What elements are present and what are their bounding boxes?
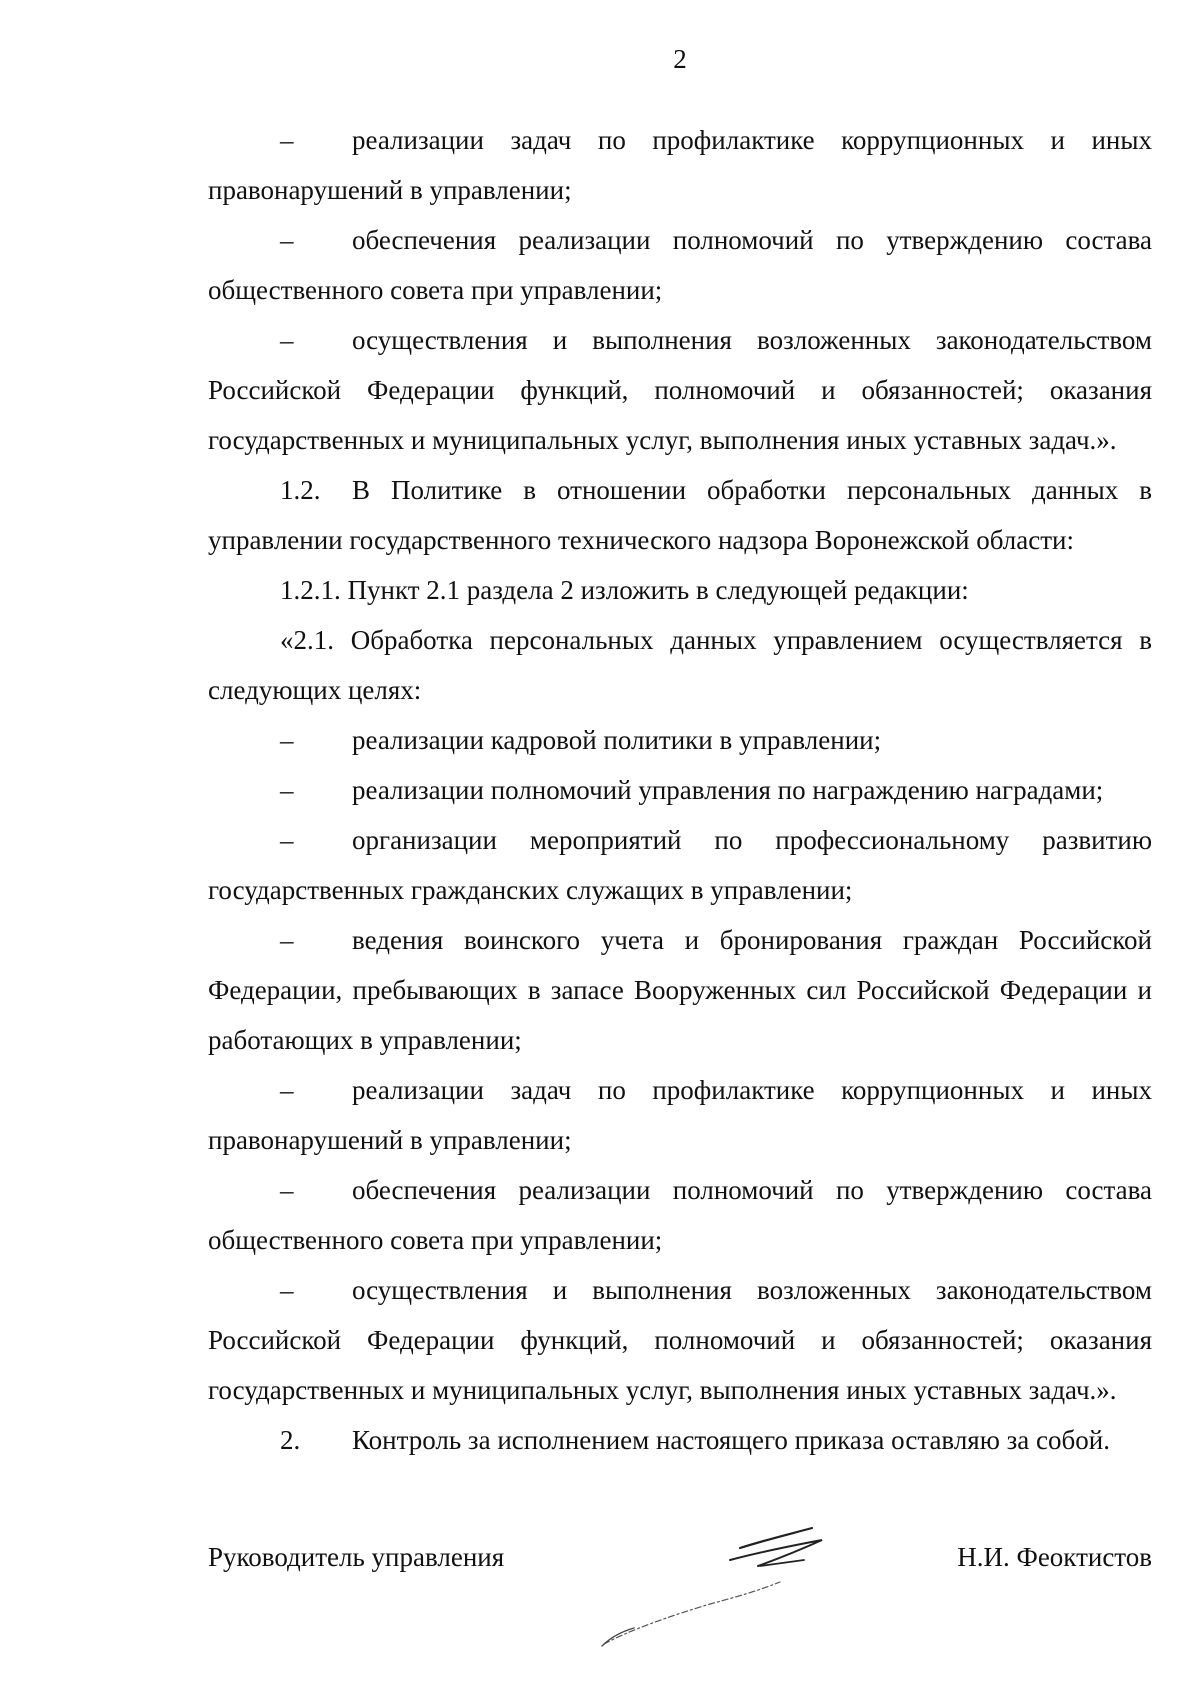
paragraph-text: Контроль за исполнением настоящего приказа оставляю за собой.: [352, 1425, 1110, 1455]
page-number: 2: [673, 44, 687, 74]
list-item-text: обеспечения реализации полномочий по утверждению состава общественного совета при управлении;: [208, 1175, 1152, 1255]
list-item: [208, 815, 1152, 915]
list-item: [208, 715, 1152, 765]
dash-marker: –: [280, 725, 294, 755]
document-body: [208, 115, 1152, 1465]
numbered-paragraph: [208, 1415, 1152, 1465]
list-item-text: ведения воинского учета и бронирования граждан Российской Федерации, пребывающих в запасе Вооруженных сил Российской Федерации и работающих в управлении;: [208, 925, 1152, 1055]
paragraph-number: 2.: [280, 1425, 301, 1455]
list-item: [208, 765, 1152, 815]
paragraph-text: В Политике в отношении обработки персональных данных в управлении государственного технического надзора Воронежской области:: [208, 475, 1152, 555]
paragraph: «2.1. Обработка персональных данных управлением осуществляется в следующих целях:: [208, 625, 1152, 705]
list-item-text: реализации полномочий управления по награждению наградами;: [352, 775, 1104, 805]
list-item-text: организации мероприятий по профессиональному развитию государственных гражданских служащих в управлении;: [208, 825, 1152, 905]
list-item: [208, 1265, 1152, 1415]
dash-marker: –: [280, 1175, 294, 1205]
list-item-text: реализации задач по профилактике коррупционных и иных правонарушений в управлении;: [208, 1075, 1152, 1155]
list-item: [208, 315, 1152, 465]
dash-marker: –: [280, 225, 294, 255]
handwritten-signature: [590, 1520, 850, 1660]
signatory-name: Н.И. Феоктистов: [957, 1542, 1152, 1572]
list-item: [208, 1165, 1152, 1265]
signatory-position: Руководитель управления: [208, 1542, 505, 1572]
dash-marker: –: [280, 925, 294, 955]
list-item: [208, 915, 1152, 1065]
paragraph: 1.2.1. Пункт 2.1 раздела 2 изложить в следующей редакции:: [280, 575, 969, 605]
list-item-text: реализации задач по профилактике коррупционных и иных правонарушений в управлении;: [208, 125, 1152, 205]
list-item-text: осуществления и выполнения возложенных законодательством Российской Федерации функций, полномочий и обязанностей; оказания государственных и муниципальных услуг, выполнения иных уставных задач.».: [208, 1275, 1152, 1405]
numbered-paragraph: [208, 465, 1152, 565]
list-item: [208, 215, 1152, 315]
paragraph-number: 1.2.: [280, 475, 321, 505]
dash-marker: –: [280, 1075, 294, 1105]
list-item: [208, 115, 1152, 215]
dash-marker: –: [280, 775, 294, 805]
dash-marker: –: [280, 325, 294, 355]
dash-marker: –: [280, 125, 294, 155]
dash-marker: –: [280, 825, 294, 855]
list-item-text: осуществления и выполнения возложенных законодательством Российской Федерации функций, полномочий и обязанностей; оказания государственных и муниципальных услуг, выполнения иных уставных задач.».: [208, 325, 1152, 455]
list-item-text: реализации кадровой политики в управлении;: [352, 725, 882, 755]
list-item-text: обеспечения реализации полномочий по утверждению состава общественного совета при управлении;: [208, 225, 1152, 305]
dash-marker: –: [280, 1275, 294, 1305]
list-item: [208, 1065, 1152, 1165]
